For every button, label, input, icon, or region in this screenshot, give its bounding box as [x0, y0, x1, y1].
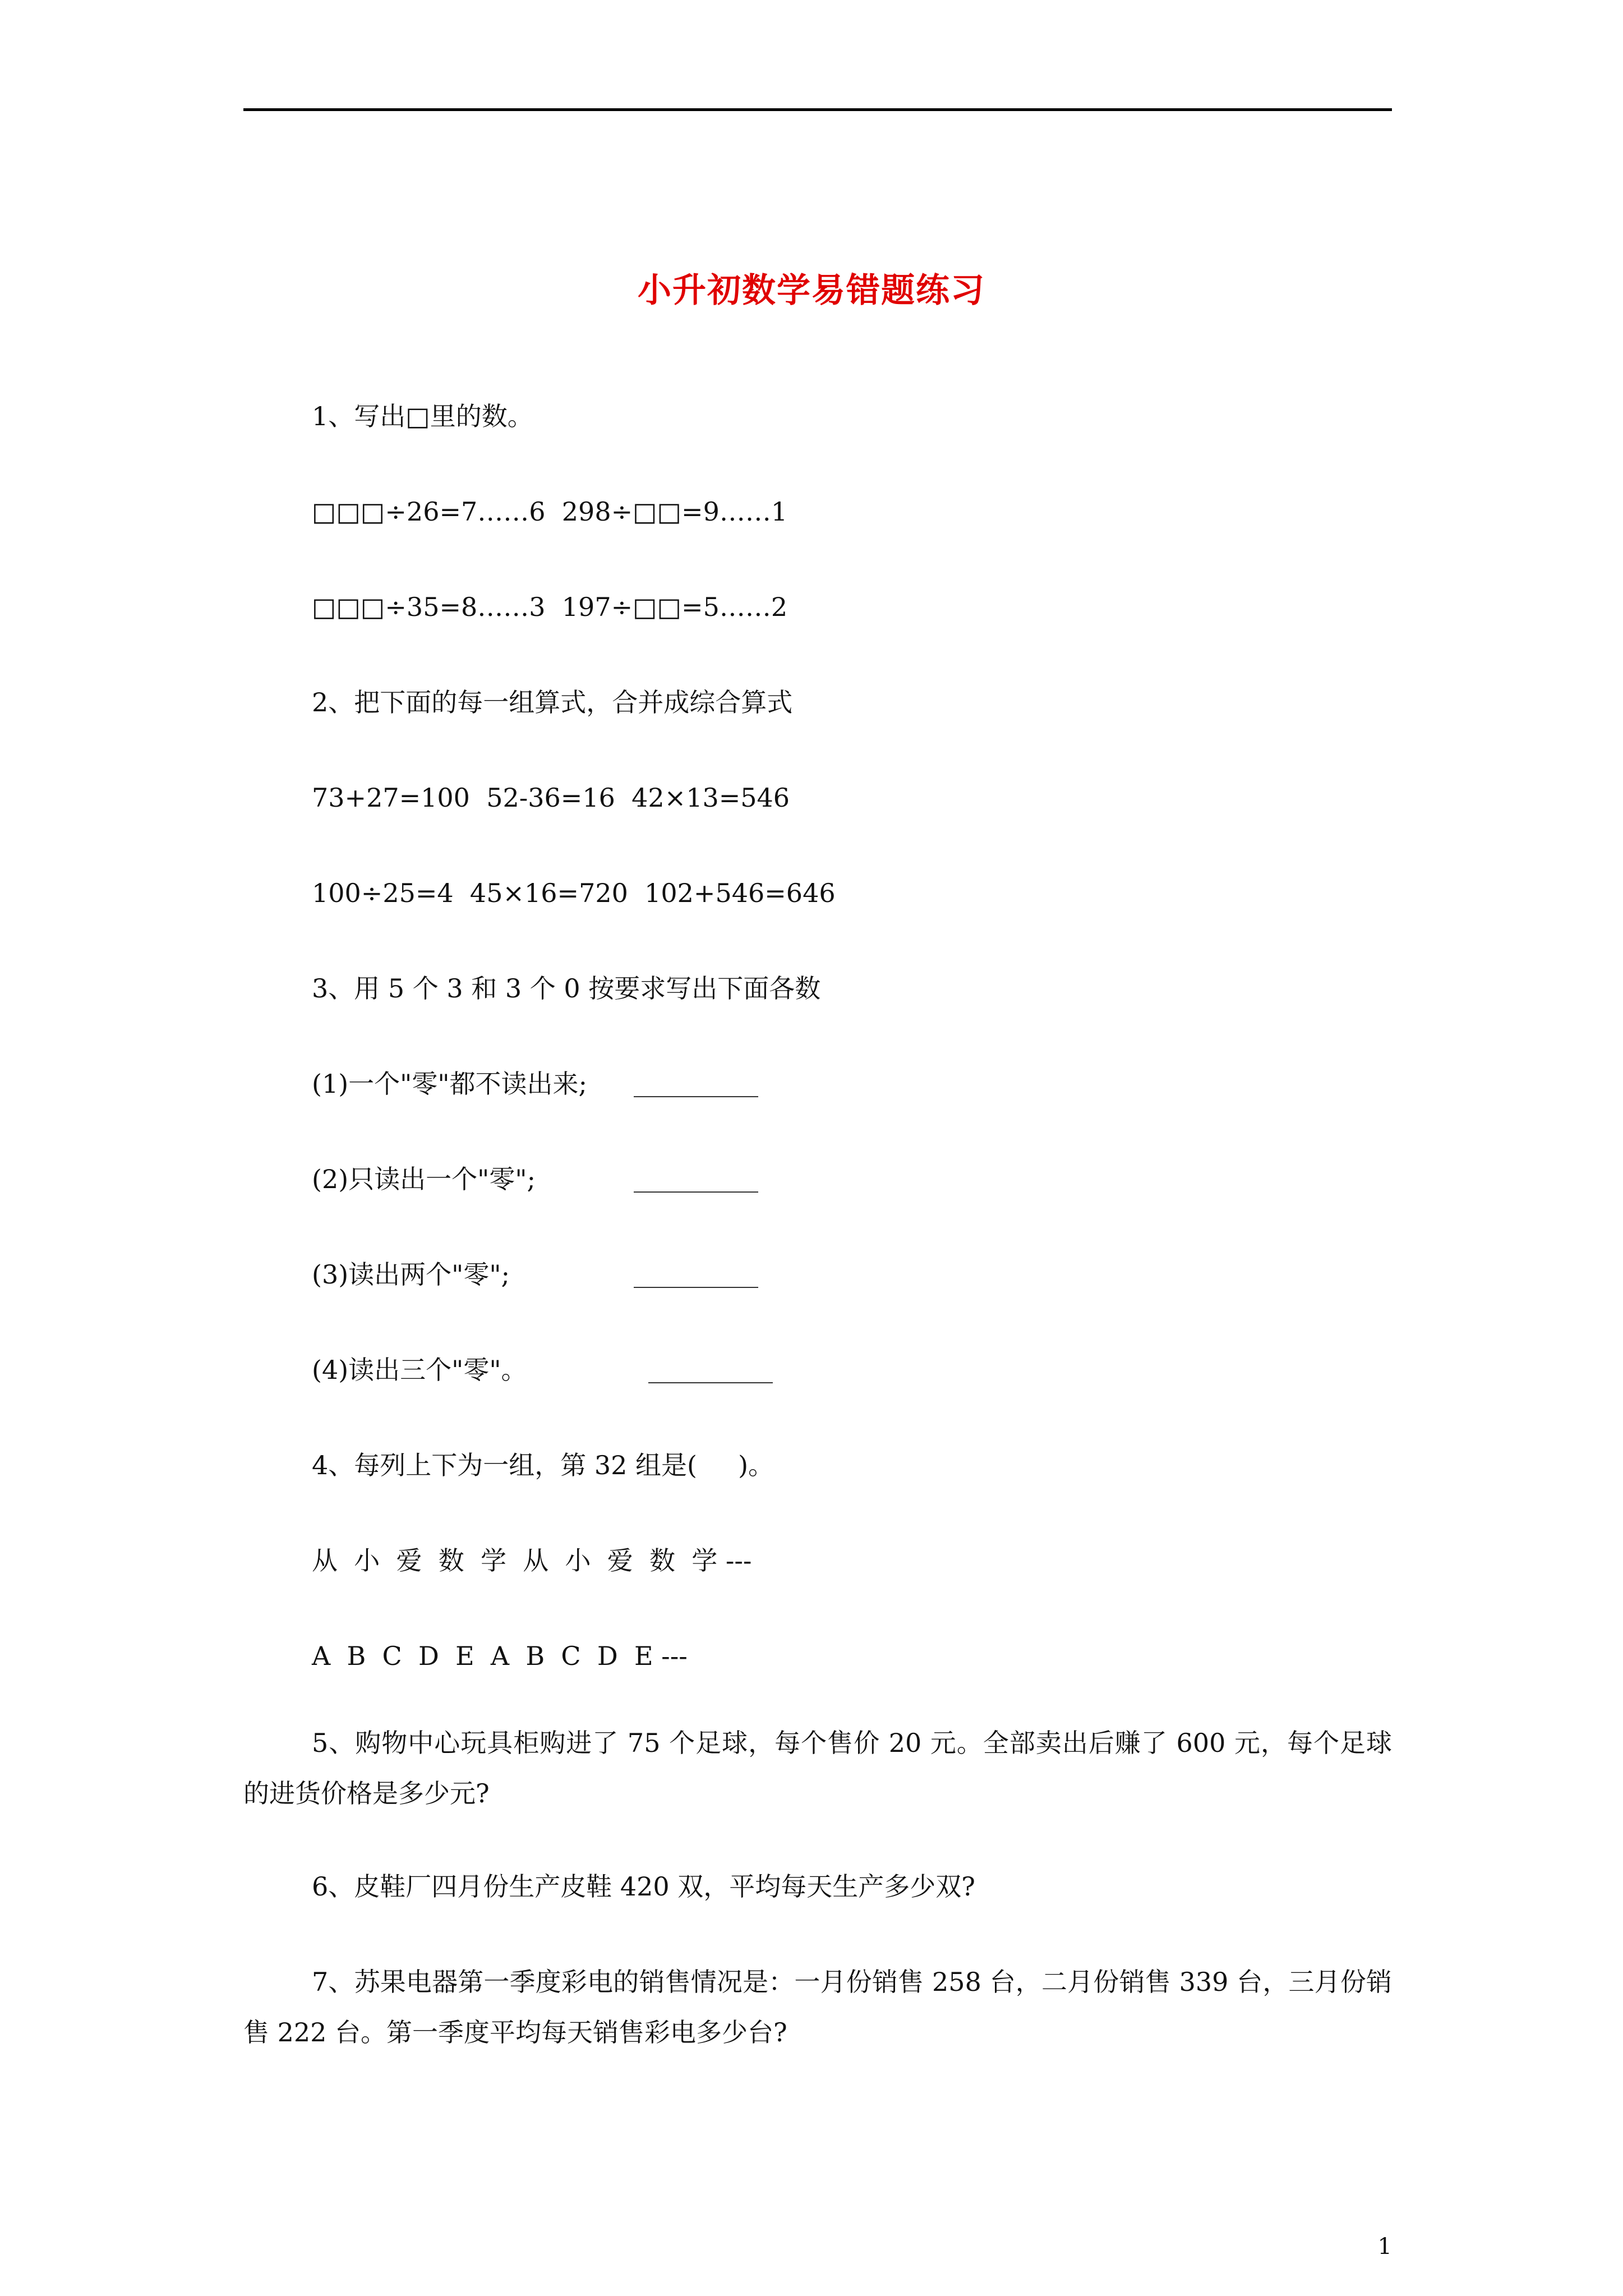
answer-blank-3 — [634, 1287, 758, 1288]
question-4-row-1: 从 小 爱 数 学 从 小 爱 数 学 --- — [312, 1545, 752, 1576]
question-5: 5、购物中心玩具柜购进了 75 个足球，每个售价 20 元。全部卖出后赚了 600 元，每个足球的进货价格是多少元? — [243, 1728, 1392, 1809]
question-2-row-1: 73+27=100 52-36=16 42×13=546 — [312, 783, 790, 813]
question-1-heading: 1、写出□里的数。 — [312, 401, 533, 431]
question-1-row-2: □□□÷35=8……3 197÷□□=5……2 — [312, 592, 788, 622]
answer-blank-4 — [648, 1382, 773, 1383]
page-number: 1 — [1377, 2234, 1392, 2260]
question-3-item-3: (3)读出两个"零"; — [312, 1259, 510, 1290]
question-3-item-2: (2)只读出一个"零"; — [312, 1164, 536, 1194]
question-4-row-2: A B C D E A B C D E --- — [312, 1641, 688, 1671]
question-6: 6、皮鞋厂四月份生产皮鞋 420 双，平均每天生产多少双? — [312, 1871, 975, 1902]
answer-blank-2 — [634, 1191, 758, 1193]
question-4-heading: 4、每列上下为一组，第 32 组是( )。 — [312, 1450, 774, 1480]
header-rule — [243, 108, 1392, 111]
question-2-heading: 2、把下面的每一组算式，合并成综合算式 — [312, 687, 793, 717]
question-3-item-4: (4)读出三个"零"。 — [312, 1355, 527, 1385]
question-3-item-1: (1)一个"零"都不读出来; — [312, 1069, 587, 1099]
question-3-heading: 3、用 5 个 3 和 3 个 0 按要求写出下面各数 — [312, 973, 821, 1004]
question-7: 7、苏果电器第一季度彩电的销售情况是：一月份销售 258 台，二月份销售 339 台，三月份销售 222 台。第一季度平均每天销售彩电多少台? — [243, 1967, 1392, 2047]
page-title: 小升初数学易错题练习 — [638, 271, 985, 310]
question-2-row-2: 100÷25=4 45×16=720 102+546=646 — [312, 878, 836, 908]
answer-blank-1 — [634, 1096, 758, 1097]
question-1-row-1: □□□÷26=7……6 298÷□□=9……1 — [312, 496, 788, 527]
